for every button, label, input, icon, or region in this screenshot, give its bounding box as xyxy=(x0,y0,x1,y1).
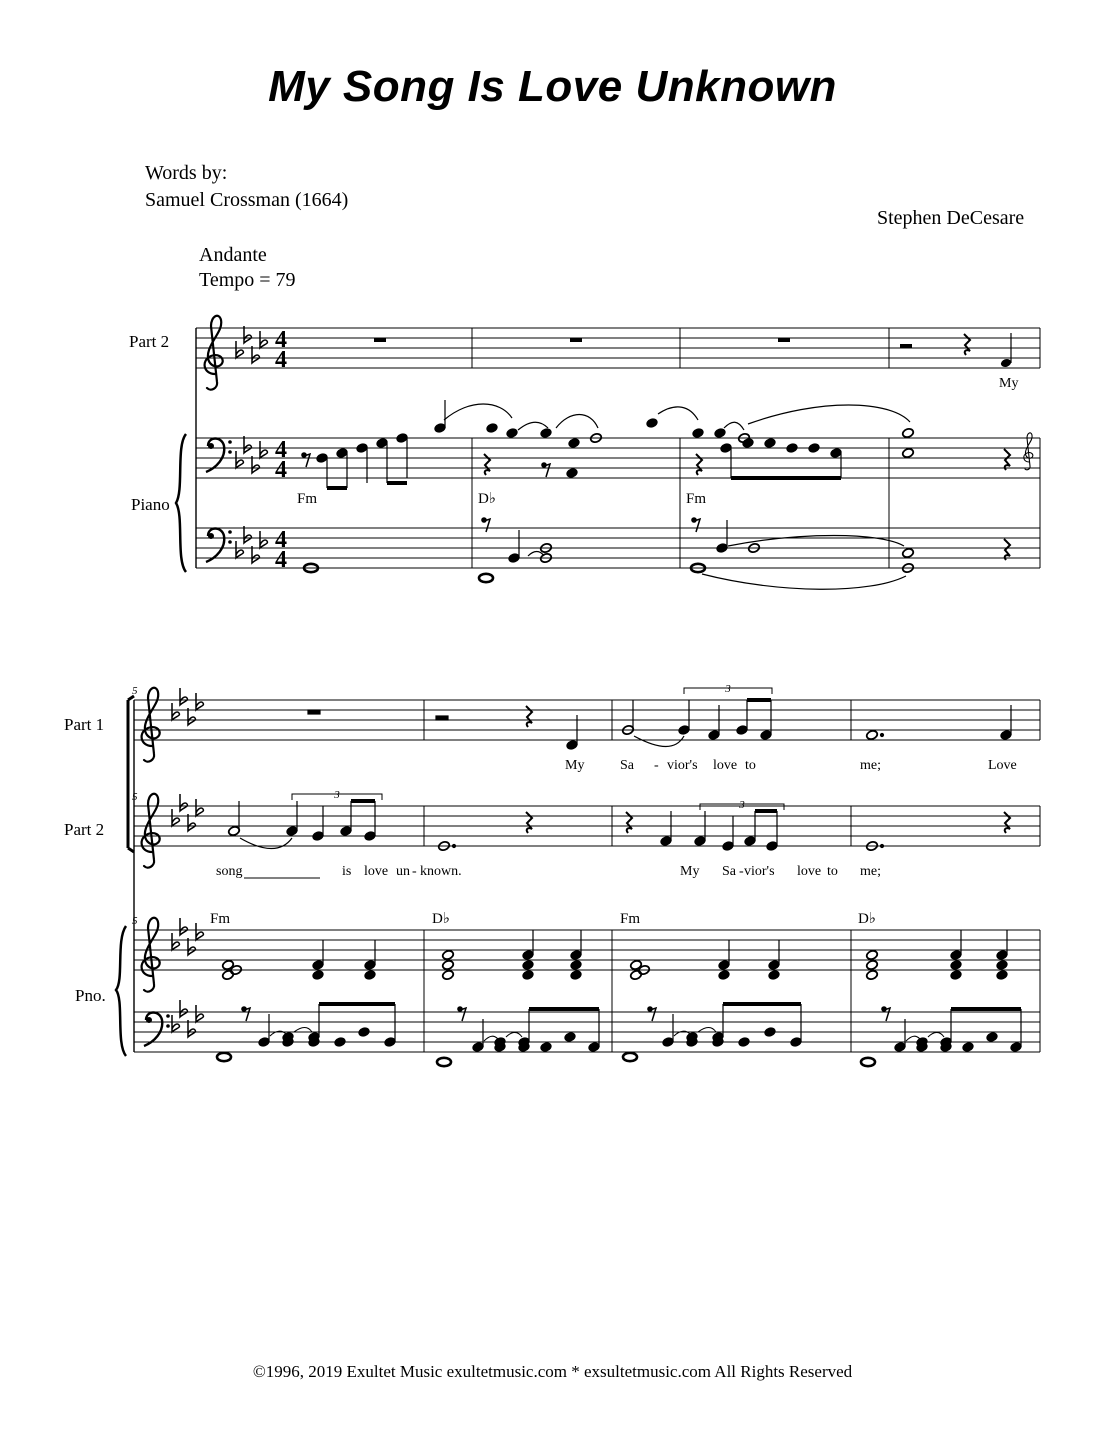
lyric: - xyxy=(739,864,744,879)
copyright-footer: ©1996, 2019 Exultet Music exultetmusic.com * exsultetmusic.com All Rights Reserved xyxy=(252,1362,853,1381)
lyric: My xyxy=(999,376,1019,391)
piano-label: Piano xyxy=(131,495,170,514)
lyric: to xyxy=(745,758,756,773)
tempo-word: Andante xyxy=(199,244,267,266)
chord-symbol: Fm xyxy=(297,491,318,507)
lyric: love xyxy=(713,758,738,773)
lyric: vior's xyxy=(744,864,775,879)
words-by-label: Words by: xyxy=(145,162,228,184)
measure-number: 5 xyxy=(132,685,138,697)
part1-label: Part 1 xyxy=(64,715,105,734)
lyric: me; xyxy=(860,864,881,879)
lyric: love xyxy=(797,864,822,879)
lyric: me; xyxy=(860,758,881,773)
lyric: un xyxy=(396,864,410,879)
lyric: is xyxy=(342,864,352,879)
lyric: - xyxy=(412,864,417,879)
svg-text:5: 5 xyxy=(132,915,138,927)
lyric: song xyxy=(216,864,243,879)
tempo-value: Tempo = 79 xyxy=(199,269,296,291)
part2-label: Part 2 xyxy=(129,332,170,351)
part2-label-sys2: Part 2 xyxy=(64,820,105,839)
svg-text:3: 3 xyxy=(725,683,731,695)
lyricist: Samuel Crossman (1664) xyxy=(145,189,349,211)
lyric: to xyxy=(827,864,838,879)
svg-text:4: 4 xyxy=(275,457,287,483)
composer: Stephen DeCesare xyxy=(877,207,1025,229)
lyric: Love xyxy=(988,758,1017,773)
piano-label-sys2: Pno. xyxy=(75,986,106,1005)
lyric: Sa xyxy=(722,864,736,879)
chord-symbol: Fm xyxy=(686,491,707,507)
svg-text:3: 3 xyxy=(334,789,340,801)
chord-symbol: Fm xyxy=(620,911,641,927)
svg-text:4: 4 xyxy=(275,527,287,553)
lyric: love xyxy=(364,864,389,879)
svg-text:4: 4 xyxy=(275,327,287,353)
svg-text:4: 4 xyxy=(275,347,287,373)
svg-text:4: 4 xyxy=(275,547,287,573)
lyric: vior's xyxy=(667,758,698,773)
lyric: Sa xyxy=(620,758,634,773)
chord-symbol: D♭ xyxy=(478,491,496,507)
lyric: My xyxy=(565,758,585,773)
chord-symbol: D♭ xyxy=(858,911,876,927)
page-title: My Song Is Love Unknown xyxy=(268,62,837,111)
svg-text:5: 5 xyxy=(132,791,138,803)
lyric: known. xyxy=(420,864,462,879)
chord-symbol: D♭ xyxy=(432,911,450,927)
lyric: - xyxy=(654,758,659,773)
svg-text:3: 3 xyxy=(739,799,745,811)
lyric: My xyxy=(680,864,700,879)
svg-text:4: 4 xyxy=(275,437,287,463)
chord-symbol: Fm xyxy=(210,911,231,927)
